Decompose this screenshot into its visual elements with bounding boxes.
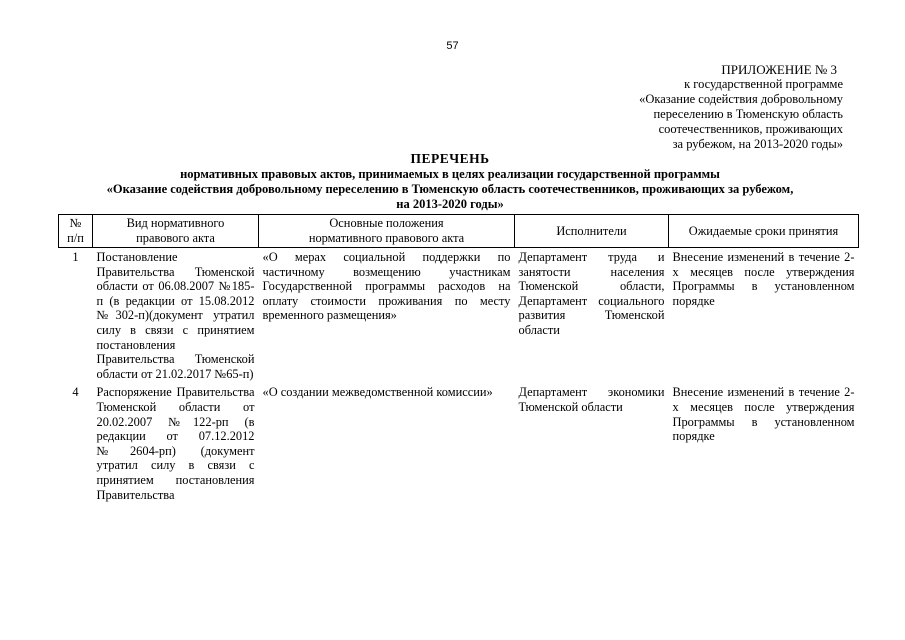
appendix-block xyxy=(543,62,843,152)
appendix-line: к государственной программе xyxy=(684,77,843,91)
title-line: нормативных правовых актов, принимаемых в целях реализации государственной программы xyxy=(180,167,720,181)
row-executors: Департамент труда и занятости населения Тюменской области, Департамент социального развития Тюменской области xyxy=(518,250,665,337)
row-act-type: Постановление Правительства Тюменской области от 06.08.2007 №185-п (в редакции от 15.08.2012 №302-п)(документ утратил силу в связи с принятием постановления Правительства Тюменской области от 21.02.2017 №65-п) xyxy=(96,250,255,381)
title-main: ПЕРЕЧЕНЬ xyxy=(410,151,490,166)
table-row xyxy=(59,248,859,384)
appendix-heading: ПРИЛОЖЕНИЕ № 3 xyxy=(721,62,837,77)
row-act-type: Распоряжение Правительства Тюменской области от 20.02.2007 №122-рп (в редакции от 07.12.2012 №2604-рп) (документ утратил силу в связи с принятием постановления Правительства xyxy=(96,385,255,502)
appendix-line: соотечественников, проживающих xyxy=(658,122,843,136)
header-deadlines: Ожидаемые сроки принятия xyxy=(669,215,859,248)
header-provisions: Основные положения нормативного правового акта xyxy=(259,215,515,248)
table-row xyxy=(59,383,859,504)
header-num: № п/п xyxy=(59,215,93,248)
row-provisions: «О мерах социальной поддержки по частичному возмещению участникам Государственной программы расходов на оплату стоимости проживания по месту временного размещения» xyxy=(262,250,511,323)
row-executors: Департамент экономики Тюменской области xyxy=(518,385,665,414)
appendix-line: «Оказание содействия добровольному xyxy=(639,92,843,106)
title-line: «Оказание содействия добровольному переселению в Тюменскую область соотечественников, проживающих за рубежом, xyxy=(106,182,794,196)
title-line: на 2013-2020 годы» xyxy=(396,197,504,211)
table-header-row xyxy=(59,215,859,248)
header-act-type: Вид нормативного правового акта xyxy=(93,215,259,248)
header-executors: Исполнители xyxy=(515,215,669,248)
page-number: 57 xyxy=(446,40,459,52)
appendix-line: за рубежом, на 2013-2020 годы» xyxy=(672,137,843,151)
acts-table xyxy=(58,214,859,504)
row-number: 1 xyxy=(72,250,79,264)
row-deadlines: Внесение изменений в течение 2-х месяцев после утверждения Программы в установленном порядке xyxy=(672,250,855,308)
row-provisions: «О создании межведомственной комиссии» xyxy=(262,385,493,400)
row-deadlines: Внесение изменений в течение 2-х месяцев после утверждения Программы в установленном порядке xyxy=(672,385,855,444)
row-number: 4 xyxy=(72,385,79,400)
document-title xyxy=(50,151,850,212)
appendix-line: переселению в Тюменскую область xyxy=(653,107,843,121)
